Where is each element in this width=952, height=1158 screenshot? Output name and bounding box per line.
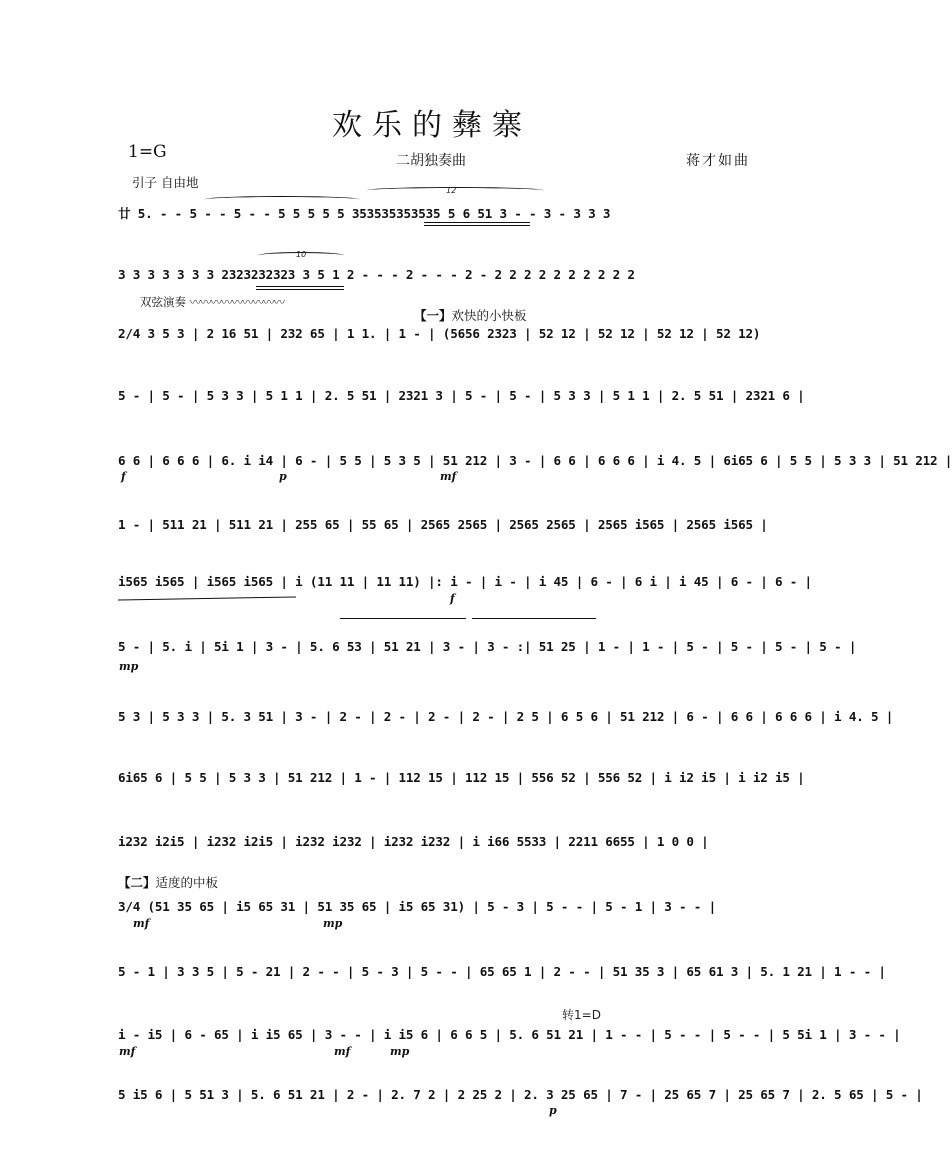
notation-line-8: 5 - | 5. i | 5i 1 | 3 - | 5. 6 53 | 51 21 | 3 - | 3 - :| 51 25 | 1 - | 1 - | 5 - | 5 - | 5 - | 5 - | (118, 639, 857, 654)
dynamic-marking: f (450, 592, 455, 605)
beam-line (424, 225, 530, 226)
volta-bracket-1 (340, 618, 466, 619)
notation-line-1: 廿 5. - - 5 - - 5 - - 5 5 5 5 5 353535353535 5 6 51 3 - - 3 - 3 3 3 (118, 206, 611, 221)
dynamic-marking: mp (119, 660, 139, 673)
key-signature: 1=G (128, 142, 167, 162)
notation-line-4: 5 - | 5 - | 5 3 3 | 5 1 1 | 2. 5 51 | 2321 3 | 5 - | 5 - | 5 3 3 | 5 1 1 | 2. 5 51 | 2321 6 | (118, 388, 805, 403)
notation-line-5: 6 6 | 6 6 6 | 6. i i4 | 6 - | 5 5 | 5 3 5 | 51 212 | 3 - | 6 6 | 6 6 6 | i 4. 5 | 6i65 6 | 5 5 | 5 3 3 | 51 212 | (118, 453, 952, 468)
section-2-heading (118, 873, 218, 891)
dynamic-marking: mp (323, 917, 343, 930)
notation-line-14: i - i5 | 6 - 65 | i i5 65 | 3 - - | i i5 6 | 6 6 5 | 5. 6 51 21 | 1 - - | 5 - - | 5 - - | 5 5i 1 | 3 - - | (118, 1027, 901, 1042)
section-1-description: 欢快的小快板 (451, 308, 527, 323)
dynamic-marking: p (549, 1104, 557, 1117)
section-1-heading (414, 306, 527, 324)
technique-label (140, 294, 284, 310)
composer-credit: 蒋才如曲 (686, 153, 750, 169)
notation-line-2: 3 3 3 3 3 3 3 2323232323 3 5 1 2 - - - 2 - - - 2 - 2 2 2 2 2 2 2 2 2 2 (118, 267, 635, 282)
notation-line-7: i565 i565 | i565 i565 | i (11 11 | 11 11) |: i - | i - | i 45 | 6 - | 6 i | i 45 | 6 - | 6 - | (118, 574, 812, 589)
diminuendo-hairpin (118, 596, 296, 610)
volta-bracket-2 (472, 618, 596, 619)
tuplet-number: 10 (296, 250, 307, 259)
beam-line (424, 222, 530, 223)
dynamic-marking: mf (334, 1045, 351, 1058)
dynamic-marking: p (279, 470, 287, 483)
beam-line (256, 286, 344, 287)
notation-line-3: 2/4 3 5 3 | 2 16 51 | 232 65 | 1 1. | 1 - | (5656 2323 | 52 12 | 52 12 | 52 12 | 52 12) (118, 326, 761, 341)
piece-title: 欢乐的彝寨 (332, 108, 532, 143)
piece-subtitle: 二胡独奏曲 (396, 153, 466, 169)
dynamic-marking: mf (133, 917, 150, 930)
notation-line-12: 3/4 (51 35 65 | i5 65 31 | 51 35 65 | i5 65 31) | 5 - 3 | 5 - - | 5 - 1 | 3 - - | (118, 899, 716, 914)
notation-line-11: i232 i2i5 | i232 i2i5 | i232 i232 | i232 i232 | i i66 5533 | 2211 6655 | 1 0 0 | (118, 834, 709, 849)
key-change-marking: 转1=D (562, 1008, 601, 1022)
notation-line-10: 6i65 6 | 5 5 | 5 3 3 | 51 212 | 1 - | 112 15 | 112 15 | 556 52 | 556 52 | i i2 i5 | i i2 i5 | (118, 770, 805, 785)
trill-line: 〰〰〰〰〰〰〰〰〰 (189, 295, 285, 309)
notation-line-13: 5 - 1 | 3 3 5 | 5 - 21 | 2 - - | 5 - 3 | 5 - - | 65 65 1 | 2 - - | 51 35 3 | 65 61 3 | 5. 1 21 | 1 - - | (118, 964, 886, 979)
section-1-marker: 【一】 (414, 308, 452, 323)
section-2-marker: 【二】 (118, 875, 156, 890)
intro-tempo-label: 引子 自由地 (132, 175, 199, 190)
dynamic-marking: mf (119, 1045, 136, 1058)
dynamic-marking: mp (390, 1045, 410, 1058)
tuplet-number: 12 (446, 186, 457, 195)
beam-line (256, 289, 344, 290)
slur (204, 196, 360, 203)
notation-line-9: 5 3 | 5 3 3 | 5. 3 51 | 3 - | 2 - | 2 - | 2 - | 2 - | 2 5 | 6 5 6 | 51 212 | 6 - | 6 6 | 6 6 6 | i 4. 5 | (118, 709, 894, 724)
notation-line-6: 1 - | 511 21 | 511 21 | 255 65 | 55 65 | 2565 2565 | 2565 2565 | 2565 i565 | 2565 i565 | (118, 517, 768, 532)
dynamic-marking: f (121, 470, 126, 483)
technique-text: 双弦演奏 (140, 295, 186, 309)
notation-line-15: 5 i5 6 | 5 51 3 | 5. 6 51 21 | 2 - | 2. 7 2 | 2 25 2 | 2. 3 25 65 | 7 - | 25 65 7 | 25 65 7 | 2. 5 65 | 5 - | (118, 1087, 923, 1102)
dynamic-marking: mf (440, 470, 457, 483)
section-2-description: 适度的中板 (155, 875, 219, 890)
